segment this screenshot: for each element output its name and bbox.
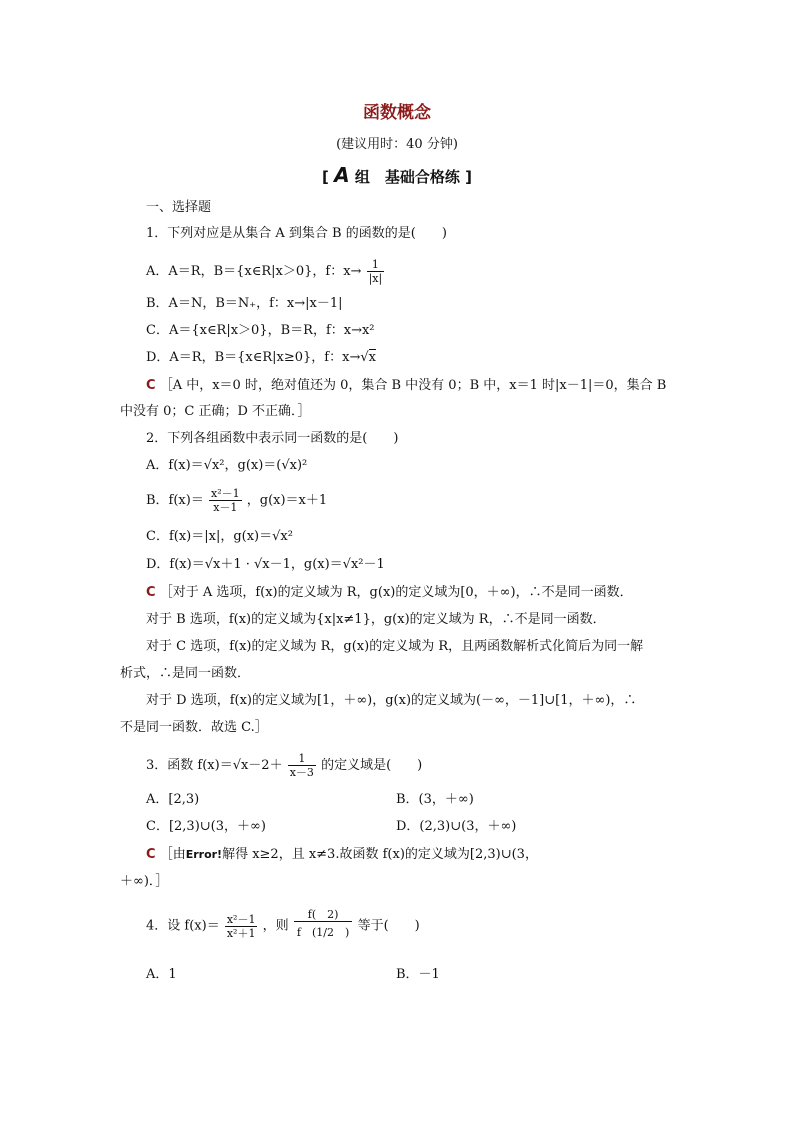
q2-b-numerator: x²－1 xyxy=(210,487,240,500)
q1-stem: 1．下列对应是从集合 A 到集合 B 的函数的是( ) xyxy=(146,226,447,241)
q2-answer-line4: 析式，∴是同一函数． xyxy=(120,666,251,681)
q4-numerator: x²－1 xyxy=(226,912,256,926)
q3-option-d: D．(2,3)∪(3，＋∞) xyxy=(396,819,517,834)
q3-option-b: B．(3，＋∞) xyxy=(396,792,474,807)
q1-option-b: B．A＝N，B＝N₊，f：x→|x－1| xyxy=(146,296,343,311)
q2-answer-line5: 对于 D 选项，f(x)的定义域为[1，＋∞)，g(x)的定义域为(－∞，－1]∪[1，＋∞)，∴ xyxy=(146,693,637,708)
q2-option-a: A．f(x)＝√x²，g(x)＝(√x)² xyxy=(146,458,308,473)
q1-answer-line2: 中没有 0；C 正确；D 不正确．］ xyxy=(120,404,311,419)
q2-option-b-post: ，g(x)＝x＋1 xyxy=(246,493,328,508)
q1-option-a-text: A．A＝R，B＝{x∈R|x＞0}，f：x→ xyxy=(146,264,362,279)
q1-option-c: C．A＝{x∈R|x＞0}，B＝R，f：x→x² xyxy=(146,323,375,338)
q2-option-b-pre: B．f(x)＝ xyxy=(146,493,204,508)
q3-stem xyxy=(146,752,422,779)
q1-a-denominator: |x| xyxy=(368,272,383,285)
q4-option-b: B．－1 xyxy=(396,967,440,982)
group-bracket-open: [ xyxy=(322,168,329,186)
q2-answer-line2: 对于 B 选项，f(x)的定义域为{x|x≠1}，g(x)的定义域为 R，∴不是同一函数． xyxy=(146,612,606,627)
q1-option-a-fraction xyxy=(367,258,385,285)
q3-answer-error: Error! xyxy=(185,848,223,861)
q2-answer-letter: C xyxy=(146,585,156,600)
q4-option-a: A．1 xyxy=(146,967,177,982)
q3-answer-post: 解得 x≥2，且 x≠3.故函数 f(x)的定义域为[2,3)∪(3， xyxy=(222,847,538,862)
q1-a-numerator: 1 xyxy=(367,258,385,272)
q3-answer xyxy=(146,846,538,864)
q2-option-b xyxy=(146,487,327,514)
q3-stem-pre: 3．函数 f(x)＝√x－2＋ xyxy=(146,758,283,773)
q1-answer xyxy=(146,377,666,395)
q3-answer-pre: ［由 xyxy=(159,847,186,862)
q3-answer-line2: ＋∞)．］ xyxy=(120,874,169,889)
q2-answer-line1: ［对于 A 选项，f(x)的定义域为 R，g(x)的定义域为[0，＋∞)，∴不是同一函数． xyxy=(159,585,633,600)
q4-ratio-fraction xyxy=(294,908,353,944)
q2-option-d: D．f(x)＝√x＋1 · √x－1，g(x)＝√x²－1 xyxy=(146,557,385,572)
time-suggestion: (建议用时：40 分钟) xyxy=(336,137,458,152)
q1-answer-letter: C xyxy=(146,378,156,393)
q2-answer-line6: 不是同一函数．故选 C.］ xyxy=(120,720,268,735)
q4-stem-post: 等于( ) xyxy=(357,918,420,934)
q1-option-a xyxy=(146,258,385,285)
group-heading xyxy=(0,163,794,187)
q2-answer-line3: 对于 C 选项，f(x)的定义域为 R，g(x)的定义域为 R，且两函数解析式化简后为同一解 xyxy=(146,639,644,654)
q2-answer xyxy=(146,584,633,602)
q3-option-c: C．[2,3)∪(3，＋∞) xyxy=(146,819,266,834)
q4-stem xyxy=(146,908,420,944)
group-letter: A xyxy=(334,163,350,187)
q2-option-b-fraction xyxy=(209,487,242,514)
q2-b-denominator: x－1 xyxy=(213,501,238,514)
q2-option-c: C．f(x)＝|x|，g(x)＝√x² xyxy=(146,529,293,544)
q3-stem-post: 的定义域是( ) xyxy=(321,758,423,773)
q2-stem: 2．下列各组函数中表示同一函数的是( ) xyxy=(146,431,399,446)
q3-numerator: 1 xyxy=(288,752,316,766)
q1-option-d xyxy=(146,349,376,367)
q3-answer-letter: C xyxy=(146,847,156,862)
q4-stem-mid: ，则 xyxy=(262,918,289,934)
section-heading: 一、选择题 xyxy=(146,200,212,215)
q3-option-a: A．[2,3) xyxy=(146,792,200,807)
q3-denominator: x－3 xyxy=(289,766,314,779)
q4-ratio-denominator: f (1/2 ) xyxy=(296,926,350,939)
page-title: 函数概念 xyxy=(363,103,431,123)
q1-option-d-radicand: x xyxy=(368,350,376,365)
q4-stem-fraction xyxy=(225,913,258,940)
q4-denominator: x²＋1 xyxy=(226,926,256,940)
group-label: 组 基础合格练 xyxy=(354,168,460,186)
group-bracket-close: ] xyxy=(465,168,472,186)
q4-ratio-numerator: f( 2) xyxy=(294,908,353,922)
q4-stem-pre: 4．设 f(x)＝ xyxy=(146,918,220,934)
q1-option-d-text: D．A＝R，B＝{x∈R|x≥0}，f：x→√ xyxy=(146,350,369,365)
q1-answer-line1: ［A 中，x＝0 时，绝对值还为 0，集合 B 中没有 0；B 中，x＝1 时|x－1|＝0，集合 B xyxy=(159,378,667,393)
q3-stem-fraction xyxy=(288,752,316,779)
